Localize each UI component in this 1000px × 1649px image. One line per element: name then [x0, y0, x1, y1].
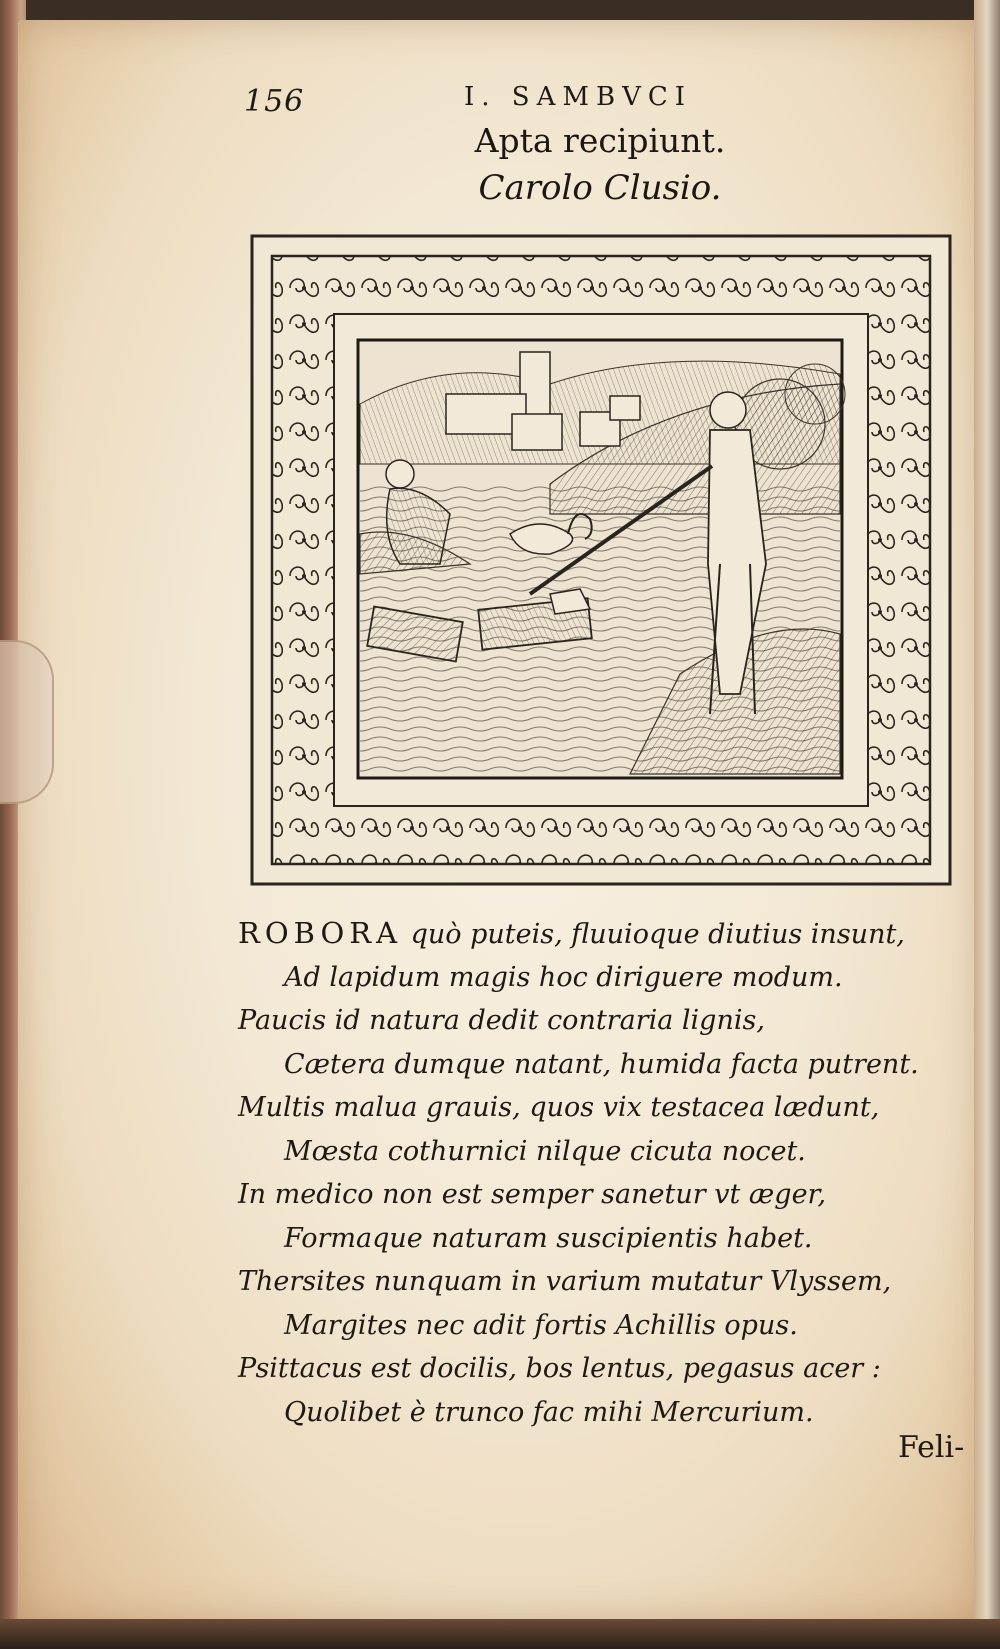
emblem-verse — [238, 912, 928, 1434]
verse-line-3: Paucis id natura dedit contraria lignis, — [238, 1005, 765, 1036]
verse-line-10: Margites nec adit fortis Achillis opus. — [284, 1309, 798, 1341]
verse-line-2: Ad lapidum magis hoc diriguere modum. — [284, 961, 843, 993]
verse-line-1 — [238, 912, 928, 956]
verse-line-4: Cætera dumque natant, humida facta putrent. — [284, 1048, 919, 1080]
catchword: Feli- — [898, 1430, 965, 1465]
verse-line-text: quò puteis, fluuioque diutius insunt, — [402, 919, 905, 950]
verse-line-7: In medico non est semper sanetur vt æger, — [238, 1179, 827, 1210]
book-bottom-edge — [0, 1619, 1000, 1649]
emblem-motto: Apta recipiunt. — [474, 121, 726, 160]
verse-line-5: Multis malua grauis, quos vix testacea lædunt, — [238, 1092, 880, 1123]
page-number: 156 — [244, 84, 305, 119]
verse-initial-word: ROBORA — [238, 916, 403, 950]
author-header: I. SAMBVCI — [464, 82, 693, 112]
verse-line-6: Mœsta cothurnici nilque cicuta nocet. — [284, 1135, 806, 1167]
emblem-title-block — [300, 118, 900, 212]
page-edge — [974, 0, 1000, 1649]
emblem-dedication: Carolo Clusio. — [478, 168, 722, 208]
running-head — [230, 78, 950, 118]
verse-line-9: Thersites nunquam in varium mutatur Vlyssem, — [238, 1266, 892, 1297]
page-tab — [0, 640, 54, 804]
woodcut-scene — [358, 340, 845, 778]
verse-line-12: Quolibet è trunco fac mihi Mercurium. — [284, 1396, 814, 1428]
verse-line-8: Formaque naturam suscipientis habet. — [284, 1222, 813, 1254]
woodcut-illustration — [250, 234, 952, 886]
verse-line-11: Psittacus est docilis, bos lentus, pegasus acer : — [238, 1353, 881, 1384]
